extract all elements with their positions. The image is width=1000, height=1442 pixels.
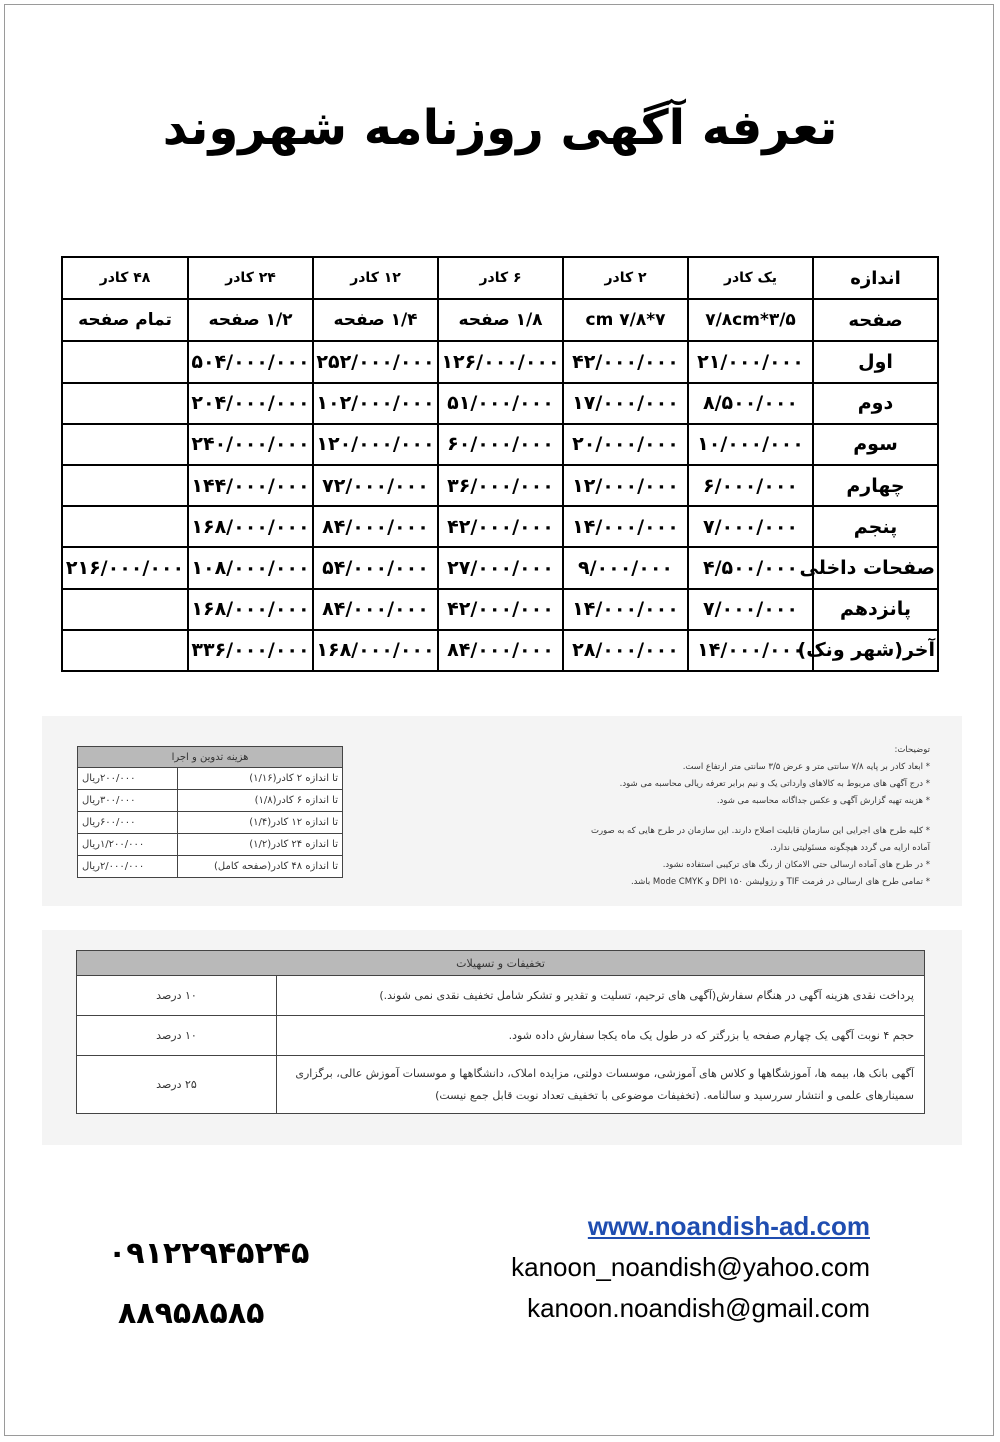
rate-cell: [62, 341, 188, 382]
rate-cell: ۴/۵۰۰/۰۰۰: [688, 547, 813, 588]
note-line: * تمامی طرح های ارسالی در فرمت TIF و رزولیشن ۱۵۰ DPI و Mode CMYK باشد.: [630, 877, 930, 887]
note-line: * هزینه تهیه گزارش آگهی و عکس جداگانه محاسبه می شود.: [716, 796, 930, 806]
mobile-phone: ۰۹۱۲۲۹۴۵۲۴۵: [108, 1236, 310, 1271]
design-cost-row: [78, 856, 343, 878]
rate-row: [62, 424, 938, 465]
design-cost-label: تا اندازه ۲۴ کادر(۱/۲): [178, 834, 343, 856]
design-cost-amount: ۳۰۰/۰۰۰ریال: [78, 790, 178, 812]
rate-cell: ۵۰۴/۰۰۰/۰۰۰: [188, 341, 313, 382]
rate-cell: ۸۴/۰۰۰/۰۰۰: [438, 630, 563, 671]
discounts-table: [76, 950, 925, 1114]
note-line: * در طرح های آماده ارسالی حتی الامکان از رنگ های ترکیبی استفاده نشود.: [662, 860, 930, 870]
rate-header-cell: یک کادر: [688, 257, 813, 299]
rate-row-label: دوم: [813, 383, 938, 424]
rate-cell: ۷/۰۰۰/۰۰۰: [688, 589, 813, 630]
rate-cell: [62, 630, 188, 671]
rate-cell: ۶۰/۰۰۰/۰۰۰: [438, 424, 563, 465]
discount-percent: ۱۰ درصد: [77, 1016, 277, 1056]
design-cost-label: تا اندازه ۱۲ کادر(۱/۴): [178, 812, 343, 834]
rate-row: [62, 465, 938, 506]
rate-cell: ۲۵۲/۰۰۰/۰۰۰: [313, 341, 438, 382]
rate-row-label: اول: [813, 341, 938, 382]
rate-row: [62, 341, 938, 382]
design-cost-row: [78, 768, 343, 790]
rate-row: [62, 630, 938, 671]
discount-percent: ۲۵ درصد: [77, 1056, 277, 1114]
rate-cell: ۹/۰۰۰/۰۰۰: [563, 547, 688, 588]
rate-cell: [62, 383, 188, 424]
rate-cell: ۸/۵۰۰/۰۰۰: [688, 383, 813, 424]
rate-table: [61, 256, 939, 672]
discount-percent: ۱۰ درصد: [77, 976, 277, 1016]
rate-row-label: صفحات داخلی: [813, 547, 938, 588]
rate-cell: ۳۶/۰۰۰/۰۰۰: [438, 465, 563, 506]
design-cost-table: [77, 746, 343, 878]
discounts-title: تخفیفات و تسهیلات: [77, 951, 925, 976]
rate-cell: ۸۴/۰۰۰/۰۰۰: [313, 506, 438, 547]
rate-cell: ۲۱/۰۰۰/۰۰۰: [688, 341, 813, 382]
rate-cell: ۱۲۰/۰۰۰/۰۰۰: [313, 424, 438, 465]
rate-header-cell: تمام صفحه: [62, 299, 188, 341]
rate-header-cell: ۷*۷/۸ cm: [563, 299, 688, 341]
rate-cell: ۱۷/۰۰۰/۰۰۰: [563, 383, 688, 424]
rate-cell: ۴۲/۰۰۰/۰۰۰: [438, 589, 563, 630]
rate-cell: ۲۷/۰۰۰/۰۰۰: [438, 547, 563, 588]
rate-header-row: [62, 257, 938, 299]
rate-cell: ۱۴/۰۰۰/۰۰۰: [563, 506, 688, 547]
notes-group-1: [590, 759, 930, 810]
email-yahoo[interactable]: kanoon_noandish@yahoo.com: [511, 1252, 870, 1282]
rate-cell: ۷/۰۰۰/۰۰۰: [688, 506, 813, 547]
note-line: * درج آگهی های مربوط به کالاهای وارداتی یک و نیم برابر تعرفه ریالی محاسبه می شود.: [619, 779, 930, 789]
rate-header-cell: ۶ کادر: [438, 257, 563, 299]
note-line: * کلیه طرح های اجرایی این سازمان قابلیت اصلاح دارند. این سازمان در طرح هایی که به صورت آماده ارایه می گردد هیچگونه مسئولیتی ندارد.: [590, 826, 930, 853]
rate-cell: ۱۲۶/۰۰۰/۰۰۰: [438, 341, 563, 382]
rate-cell: ۱۶۸/۰۰۰/۰۰۰: [313, 630, 438, 671]
rate-cell: ۱۰۲/۰۰۰/۰۰۰: [313, 383, 438, 424]
rate-header-label: صفحه: [813, 299, 938, 341]
rate-header-cell: ۱/۲ صفحه: [188, 299, 313, 341]
page-title: تعرفه آگهی روزنامه شهروند: [162, 100, 838, 156]
website-link[interactable]: www.noandish-ad.com: [587, 1211, 870, 1241]
rate-cell: ۱۰۸/۰۰۰/۰۰۰: [188, 547, 313, 588]
rate-cell: ۶/۰۰۰/۰۰۰: [688, 465, 813, 506]
notes-heading: توضیحات:: [894, 745, 930, 755]
email-gmail[interactable]: kanoon.noandish@gmail.com: [527, 1293, 870, 1323]
note-line: * ابعاد کادر بر پایه ۷/۸ سانتی متر و عرض ۳/۵ سانتی متر ارتفاع است.: [682, 762, 930, 772]
rate-cell: ۳۳۶/۰۰۰/۰۰۰: [188, 630, 313, 671]
rate-header-label: اندازه: [813, 257, 938, 299]
rate-row: [62, 589, 938, 630]
rate-cell: ۲۰۴/۰۰۰/۰۰۰: [188, 383, 313, 424]
discount-description: پرداخت نقدی هزینه آگهی در هنگام سفارش(آگهی های ترحیم، تسلیت و تقدیر و تشکر شامل تخفیف نقدی نمی شوند.): [277, 976, 925, 1016]
discount-row: [77, 1056, 925, 1114]
rate-row-label: چهارم: [813, 465, 938, 506]
rate-cell: ۲۴۰/۰۰۰/۰۰۰: [188, 424, 313, 465]
office-phone: ۸۸۹۵۸۵۸۵: [118, 1296, 265, 1331]
contact-block: [511, 1206, 870, 1329]
rate-row-label: پانزدهم: [813, 589, 938, 630]
discount-description: حجم ۴ نوبت آگهی یک چهارم صفحه یا بزرگتر که در طول یک ماه یکجا سفارش داده شود.: [277, 1016, 925, 1056]
rate-cell: ۵۴/۰۰۰/۰۰۰: [313, 547, 438, 588]
rate-cell: [62, 465, 188, 506]
rate-cell: [62, 589, 188, 630]
design-cost-row: [78, 790, 343, 812]
rate-cell: ۴۲/۰۰۰/۰۰۰: [438, 506, 563, 547]
design-cost-label: تا اندازه ۲ کادر(۱/۱۶): [178, 768, 343, 790]
rate-header-cell: ۲۴ کادر: [188, 257, 313, 299]
rate-cell: ۴۲/۰۰۰/۰۰۰: [563, 341, 688, 382]
rate-header-cell: ۱/۴ صفحه: [313, 299, 438, 341]
design-cost-label: تا اندازه ۶ کادر(۱/۸): [178, 790, 343, 812]
rate-cell: [62, 424, 188, 465]
design-cost-amount: ۲/۰۰۰/۰۰۰ریال: [78, 856, 178, 878]
discount-row: [77, 976, 925, 1016]
rate-header-row: [62, 299, 938, 341]
rate-row: [62, 547, 938, 588]
rate-cell: ۱۴۴/۰۰۰/۰۰۰: [188, 465, 313, 506]
design-cost-amount: ۱/۲۰۰/۰۰۰ریال: [78, 834, 178, 856]
notes-block: [590, 742, 930, 891]
rate-row-label: آخر(شهر ونک): [813, 630, 938, 671]
discount-description: آگهی بانک ها، بیمه ها، آموزشگاهها و کلاس های آموزشی، موسسات دولتی، مزایده املاک، دانشگاهها و موسسات آموزش عالی، برگزاری سمینارهای علمی و انتشار سررسید و سالنامه. (تخفیفات موضوعی با تخفیف تعداد نوبت قابل جمع نیست): [277, 1056, 925, 1114]
rate-header-cell: ۱/۸ صفحه: [438, 299, 563, 341]
design-cost-title: هزینه تدوین و اجرا: [78, 747, 343, 768]
rate-cell: ۱۴/۰۰۰/۰۰۰: [563, 589, 688, 630]
notes-group-2: [590, 823, 930, 891]
rate-row: [62, 506, 938, 547]
rate-cell: ۱۶۸/۰۰۰/۰۰۰: [188, 506, 313, 547]
rate-cell: ۲۱۶/۰۰۰/۰۰۰: [62, 547, 188, 588]
rate-header-cell: ۳/۵*۷/۸cm: [688, 299, 813, 341]
rate-cell: ۸۴/۰۰۰/۰۰۰: [313, 589, 438, 630]
rate-header-cell: ۴۸ کادر: [62, 257, 188, 299]
rate-cell: ۷۲/۰۰۰/۰۰۰: [313, 465, 438, 506]
rate-cell: ۱۴/۰۰۰/۰۰۰: [688, 630, 813, 671]
rate-cell: ۲۸/۰۰۰/۰۰۰: [563, 630, 688, 671]
rate-row: [62, 383, 938, 424]
design-cost-amount: ۶۰۰/۰۰۰ریال: [78, 812, 178, 834]
rate-cell: [62, 506, 188, 547]
design-cost-label: تا اندازه ۴۸ کادر(صفحه کامل): [178, 856, 343, 878]
discount-row: [77, 1016, 925, 1056]
design-cost-row: [78, 812, 343, 834]
rate-row-label: پنجم: [813, 506, 938, 547]
rate-cell: ۱۲/۰۰۰/۰۰۰: [563, 465, 688, 506]
rate-cell: ۲۰/۰۰۰/۰۰۰: [563, 424, 688, 465]
rate-cell: ۱۰/۰۰۰/۰۰۰: [688, 424, 813, 465]
rate-row-label: سوم: [813, 424, 938, 465]
rate-header-cell: ۲ کادر: [563, 257, 688, 299]
design-cost-amount: ۲۰۰/۰۰۰ریال: [78, 768, 178, 790]
rate-header-cell: ۱۲ کادر: [313, 257, 438, 299]
rate-cell: ۵۱/۰۰۰/۰۰۰: [438, 383, 563, 424]
rate-cell: ۱۶۸/۰۰۰/۰۰۰: [188, 589, 313, 630]
design-cost-row: [78, 834, 343, 856]
